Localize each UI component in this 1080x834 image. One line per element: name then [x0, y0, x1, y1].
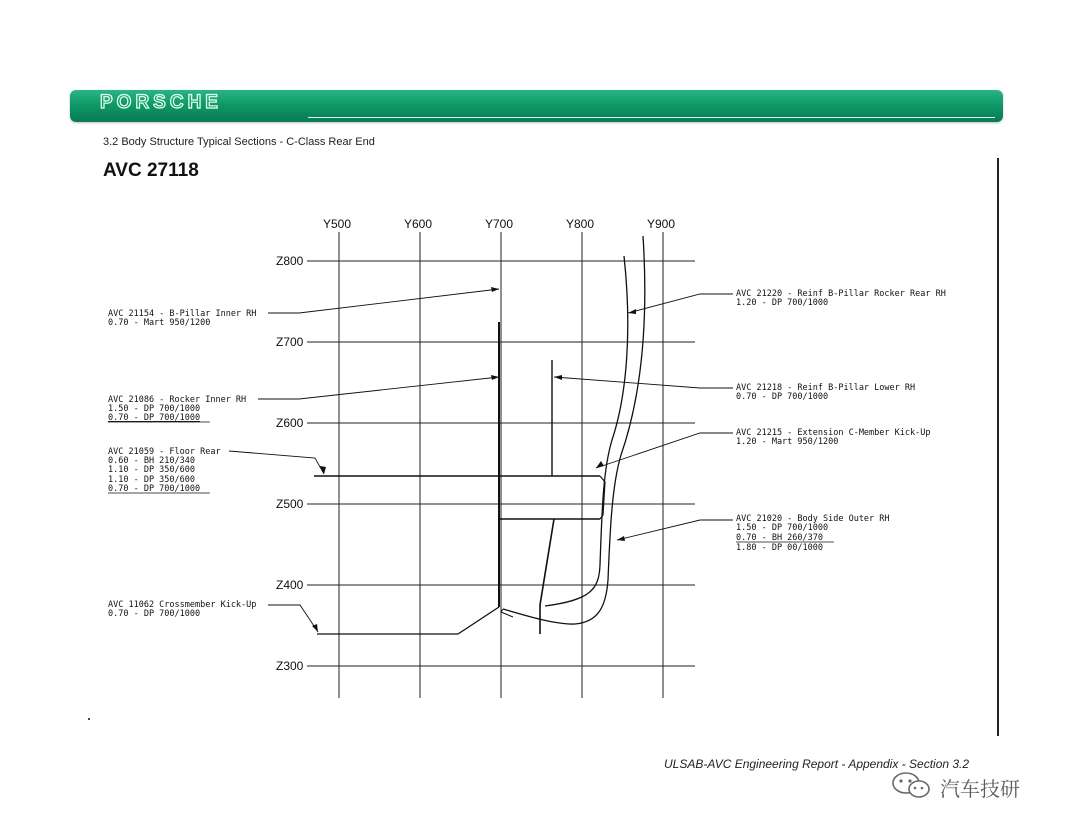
- callout-body-side-spec2: 0.70 - BH 260/370: [736, 533, 823, 543]
- callout-reinf-lower: [736, 383, 915, 402]
- arrow-extension: [596, 461, 604, 468]
- callout-b-pillar-inner: [108, 309, 256, 328]
- page-title: AVC 27118: [103, 160, 199, 181]
- callout-reinf-lower-name: AVC 21218 - Reinf B-Pillar Lower RH: [736, 383, 916, 393]
- y-grid: [339, 232, 663, 698]
- callout-floor-rear-spec3: 1.10 - DP 350/600: [108, 475, 195, 485]
- label-z500: Z500: [276, 497, 304, 511]
- callout-floor-rear-spec2: 1.10 - DP 350/600: [108, 465, 195, 475]
- callout-rocker-inner-spec1: 1.50 - DP 700/1000: [108, 404, 201, 414]
- crossmember-line: [317, 607, 499, 634]
- leader-body-side: [617, 520, 733, 540]
- leader-reinf-rocker-rear: [628, 294, 733, 313]
- dot-mark: [88, 718, 90, 720]
- label-z400: Z400: [276, 578, 304, 592]
- margin-line: [997, 158, 999, 736]
- callout-extension: [736, 428, 930, 447]
- callout-body-side: [736, 514, 890, 553]
- arrow-rocker-inner: [491, 375, 499, 380]
- callout-b-pillar-inner-spec: 0.70 - Mart 950/1200: [108, 318, 211, 328]
- leader-crossmember: [268, 605, 318, 632]
- callout-floor-rear-spec1: 0.60 - BH 210/340: [108, 456, 195, 466]
- callout-reinf-lower-spec: 0.70 - DP 700/1000: [736, 392, 829, 402]
- callout-reinf-rocker-rear: [736, 289, 946, 308]
- section-geometry: [314, 236, 645, 634]
- callout-rocker-inner-spec2: 0.70 - DP 700/1000: [108, 413, 201, 423]
- arrow-b-pillar-inner: [491, 287, 499, 292]
- watermark: [890, 772, 1020, 802]
- callout-rocker-inner-name: AVC 21086 - Rocker Inner RH: [108, 395, 247, 405]
- callout-crossmember: [108, 600, 256, 619]
- callout-body-side-spec3: 1.80 - DP 00/1000: [736, 543, 823, 553]
- leader-floor-rear: [229, 451, 324, 474]
- watermark-text: 汽车技研: [940, 776, 1020, 801]
- label-y600: Y600: [404, 217, 433, 231]
- callout-crossmember-name: AVC 11062 Crossmember Kick-Up: [108, 600, 257, 610]
- callout-body-side-spec1: 1.50 - DP 700/1000: [736, 523, 829, 533]
- footer-report: ULSAB-AVC Engineering Report - Appendix - Section 3.2: [664, 757, 970, 771]
- label-y700: Y700: [485, 217, 514, 231]
- leader-rocker-inner: [258, 377, 499, 399]
- callout-floor-rear: [108, 447, 221, 494]
- leader-b-pillar-inner: [268, 289, 499, 313]
- body-side-outer-curve: [503, 236, 645, 624]
- arrow-body-side: [617, 536, 625, 541]
- leader-extension: [596, 433, 733, 468]
- callout-body-side-name: AVC 21020 - Body Side Outer RH: [736, 514, 890, 524]
- label-y800: Y800: [566, 217, 595, 231]
- body-side-inner-curve: [545, 256, 628, 606]
- section-label: 3.2 Body Structure Typical Sections - C-Class Rear End: [103, 136, 375, 148]
- callout-reinf-rocker-rear-name: AVC 21220 - Reinf B-Pillar Rocker Rear RH: [736, 289, 946, 299]
- callout-crossmember-spec: 0.70 - DP 700/1000: [108, 609, 201, 619]
- label-y900: Y900: [647, 217, 676, 231]
- leader-lines: [229, 289, 733, 632]
- wechat-icon: [890, 770, 934, 805]
- callout-extension-name: AVC 21215 - Extension C-Member Kick-Up: [736, 428, 931, 438]
- callout-extension-spec: 1.20 - Mart 950/1200: [736, 437, 839, 447]
- brand-logo: PORSCHE: [100, 92, 222, 113]
- callout-floor-rear-spec4: 0.70 - DP 700/1000: [108, 484, 201, 494]
- leader-reinf-lower: [554, 377, 733, 388]
- label-y500: Y500: [323, 217, 352, 231]
- label-z300: Z300: [276, 659, 304, 673]
- arrow-crossmember: [312, 624, 318, 632]
- arrowheads: [312, 287, 636, 632]
- arrow-reinf-rocker-rear: [628, 309, 636, 314]
- label-z800: Z800: [276, 254, 304, 268]
- callout-floor-rear-name: AVC 21059 - Floor Rear: [108, 447, 221, 457]
- callout-rocker-inner: [108, 395, 246, 423]
- callout-reinf-rocker-rear-spec: 1.20 - DP 700/1000: [736, 298, 829, 308]
- label-z600: Z600: [276, 416, 304, 430]
- label-z700: Z700: [276, 335, 304, 349]
- extension-member-line: [540, 519, 554, 634]
- callout-b-pillar-inner-name: AVC 21154 - B-Pillar Inner RH: [108, 309, 257, 319]
